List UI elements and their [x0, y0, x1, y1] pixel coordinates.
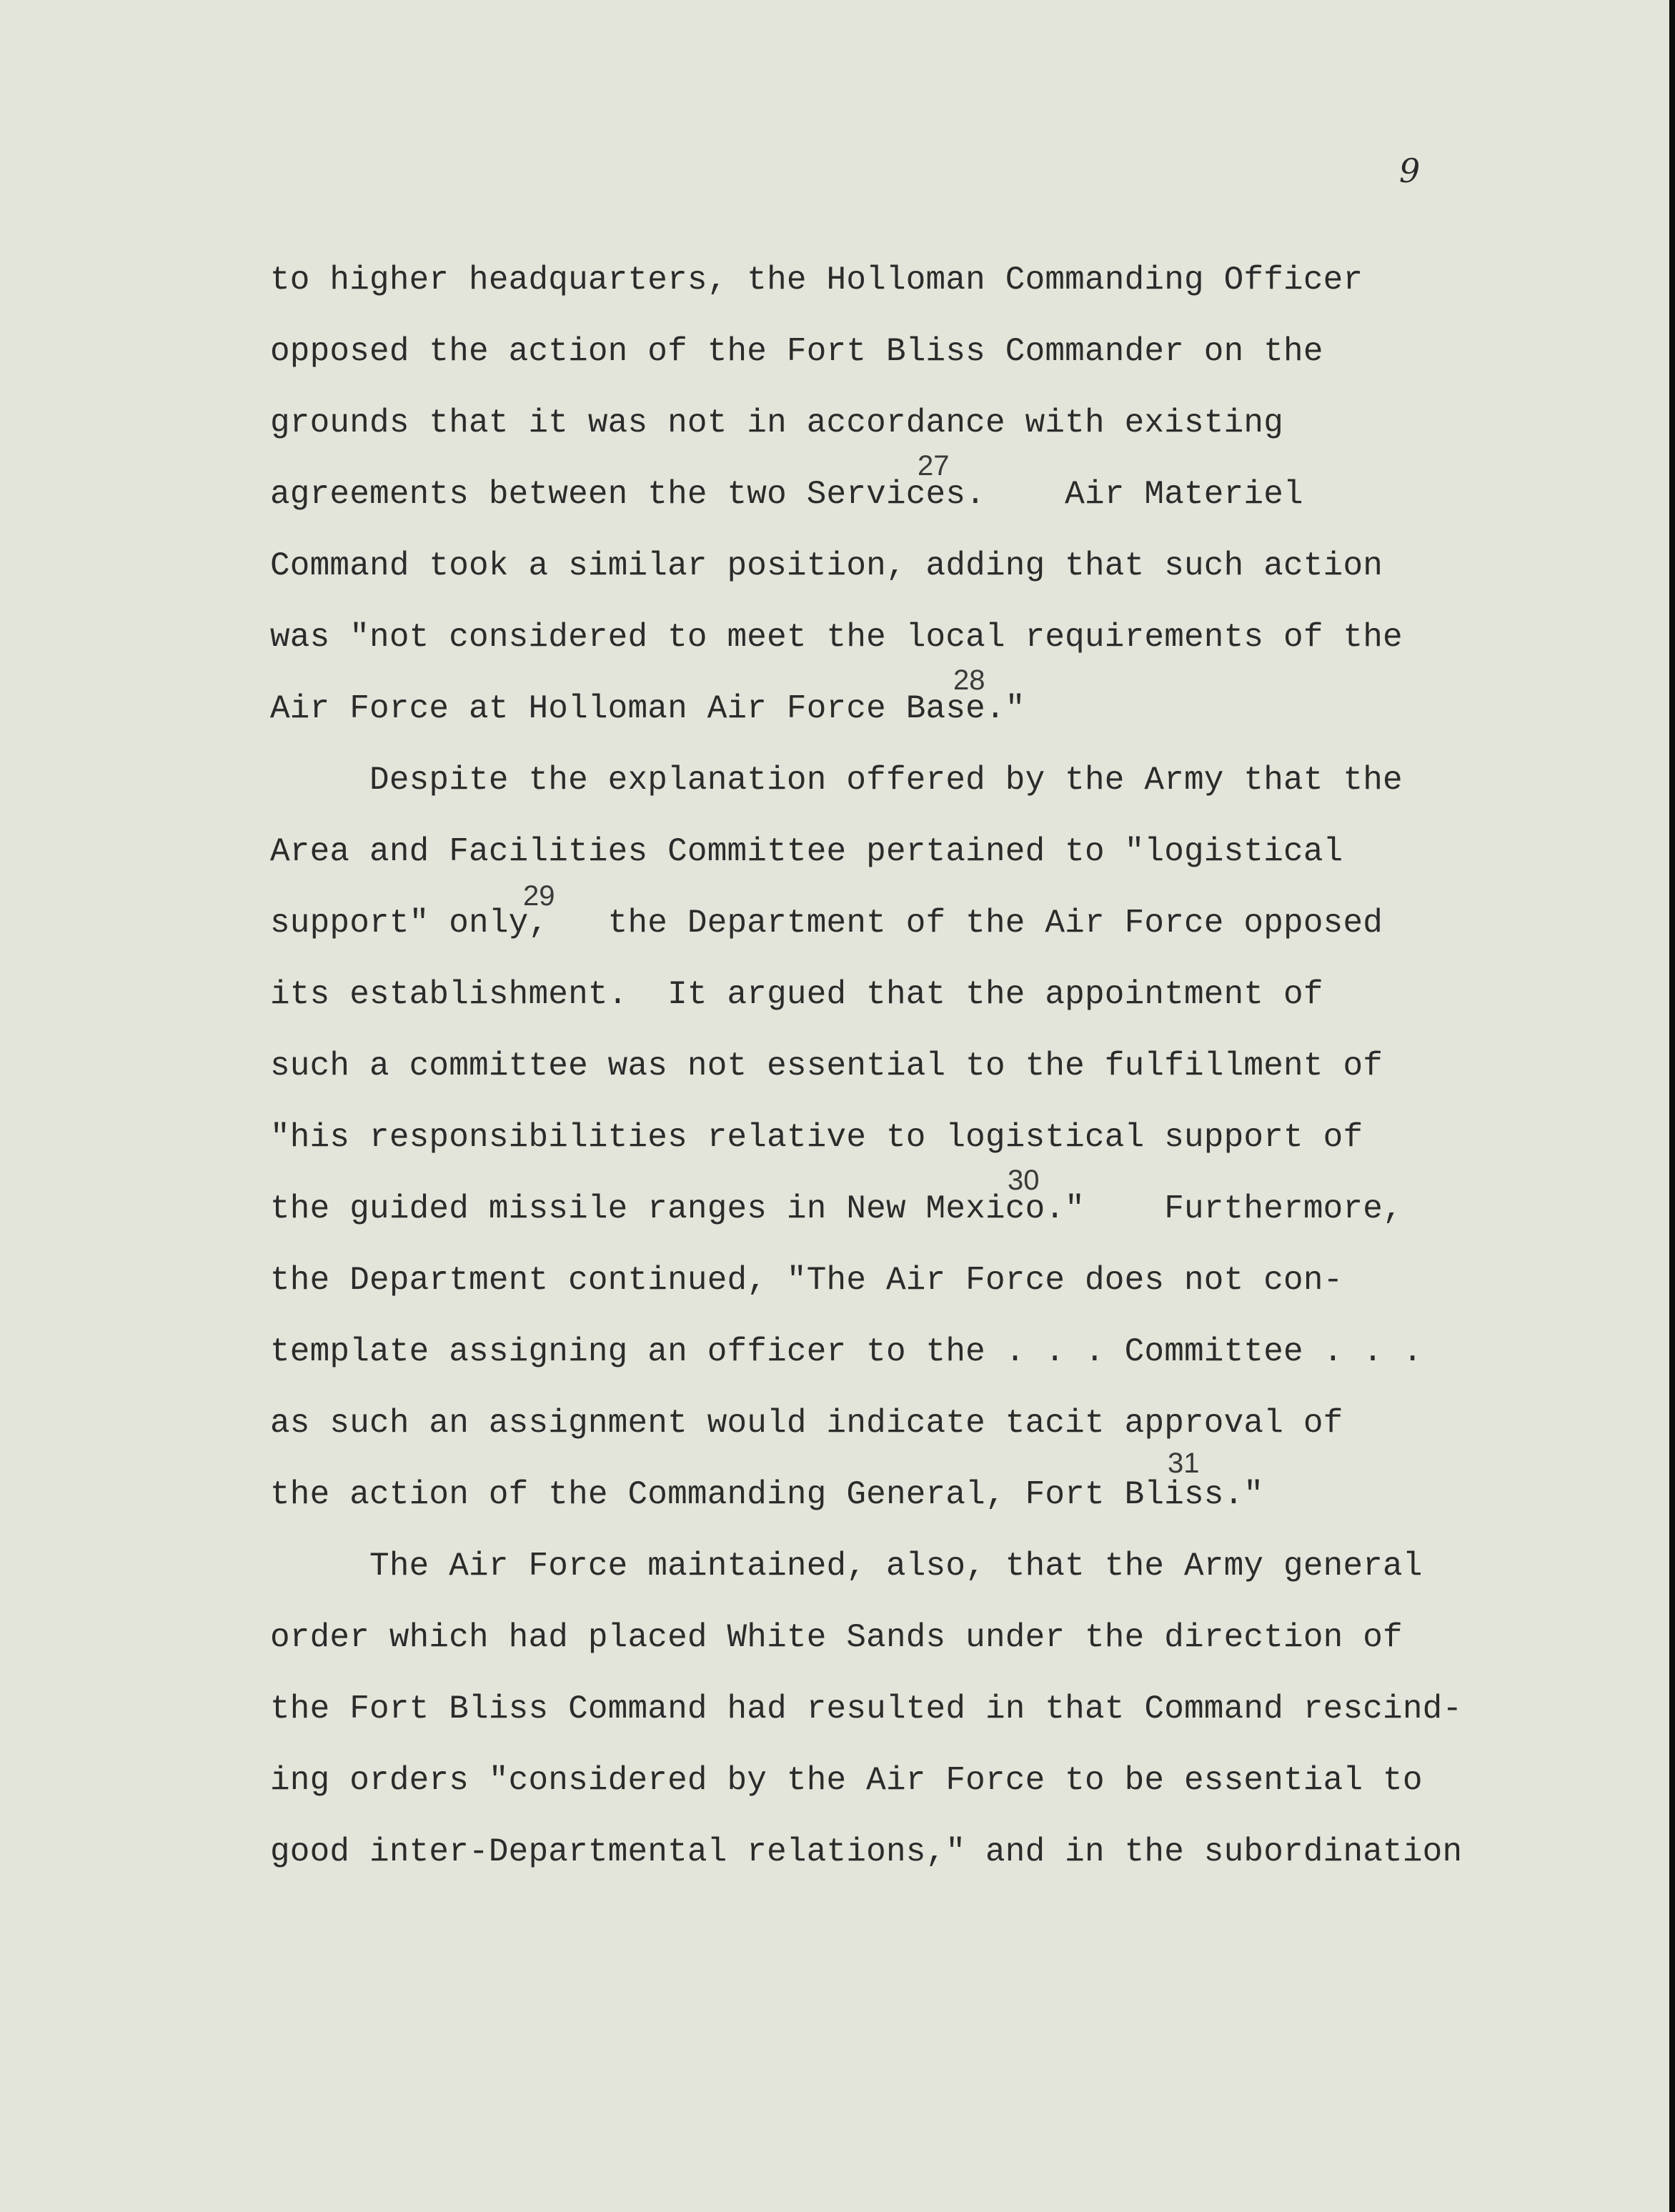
footnote-marker: 31 [1168, 1448, 1200, 1479]
text-line: the Department continued, "The Air Force does not con- [270, 1262, 1343, 1299]
text-line: opposed the action of the Fort Bliss Commander on the [270, 333, 1323, 370]
text-line: template assigning an officer to the . . . Committee . . . [270, 1333, 1423, 1370]
scan-edge [1669, 0, 1675, 2212]
footnote-marker: 27 [918, 450, 950, 482]
text-line: order which had placed White Sands under the direction of [270, 1619, 1403, 1656]
footnote-marker: 29 [523, 880, 555, 912]
text-line: the Fort Bliss Command had resulted in that Command rescind- [270, 1690, 1463, 1728]
text-line: Area and Facilities Committee pertained to "logistical [270, 833, 1343, 870]
text-line: Despite the explanation offered by the Army that the [270, 762, 1403, 799]
page-number: 9 [1399, 151, 1421, 190]
text-line: Command took a similar position, adding that such action [270, 547, 1383, 584]
text-line: grounds that it was not in accordance with existing [270, 404, 1284, 442]
text-line: to higher headquarters, the Holloman Commanding Officer [270, 261, 1363, 299]
text-line: was "not considered to meet the local requirements of the [270, 619, 1403, 656]
text-line: as such an assignment would indicate tacit approval of [270, 1405, 1343, 1442]
text-line: the action of the Commanding General, Fort Bliss." [270, 1476, 1264, 1513]
text-line: agreements between the two Services. Air Materiel [270, 476, 1303, 513]
text-line: the guided missile ranges in New Mexico." Furthermore, [270, 1190, 1403, 1227]
text-line: good inter-Departmental relations," and in the subordination [270, 1833, 1463, 1870]
text-line: The Air Force maintained, also, that the Army general [270, 1548, 1423, 1585]
text-line: such a committee was not essential to the fulfillment of [270, 1047, 1383, 1085]
footnote-marker: 28 [953, 664, 985, 696]
footnote-marker: 30 [1008, 1165, 1040, 1196]
text-line: its establishment. It argued that the appointment of [270, 976, 1323, 1013]
text-line: "his responsibilities relative to logistical support of [270, 1119, 1363, 1156]
text-line: ing orders "considered by the Air Force to be essential to [270, 1762, 1423, 1799]
text-line: Air Force at Holloman Air Force Base." [270, 690, 1025, 727]
text-line: support" only, the Department of the Air Force opposed [270, 905, 1383, 942]
